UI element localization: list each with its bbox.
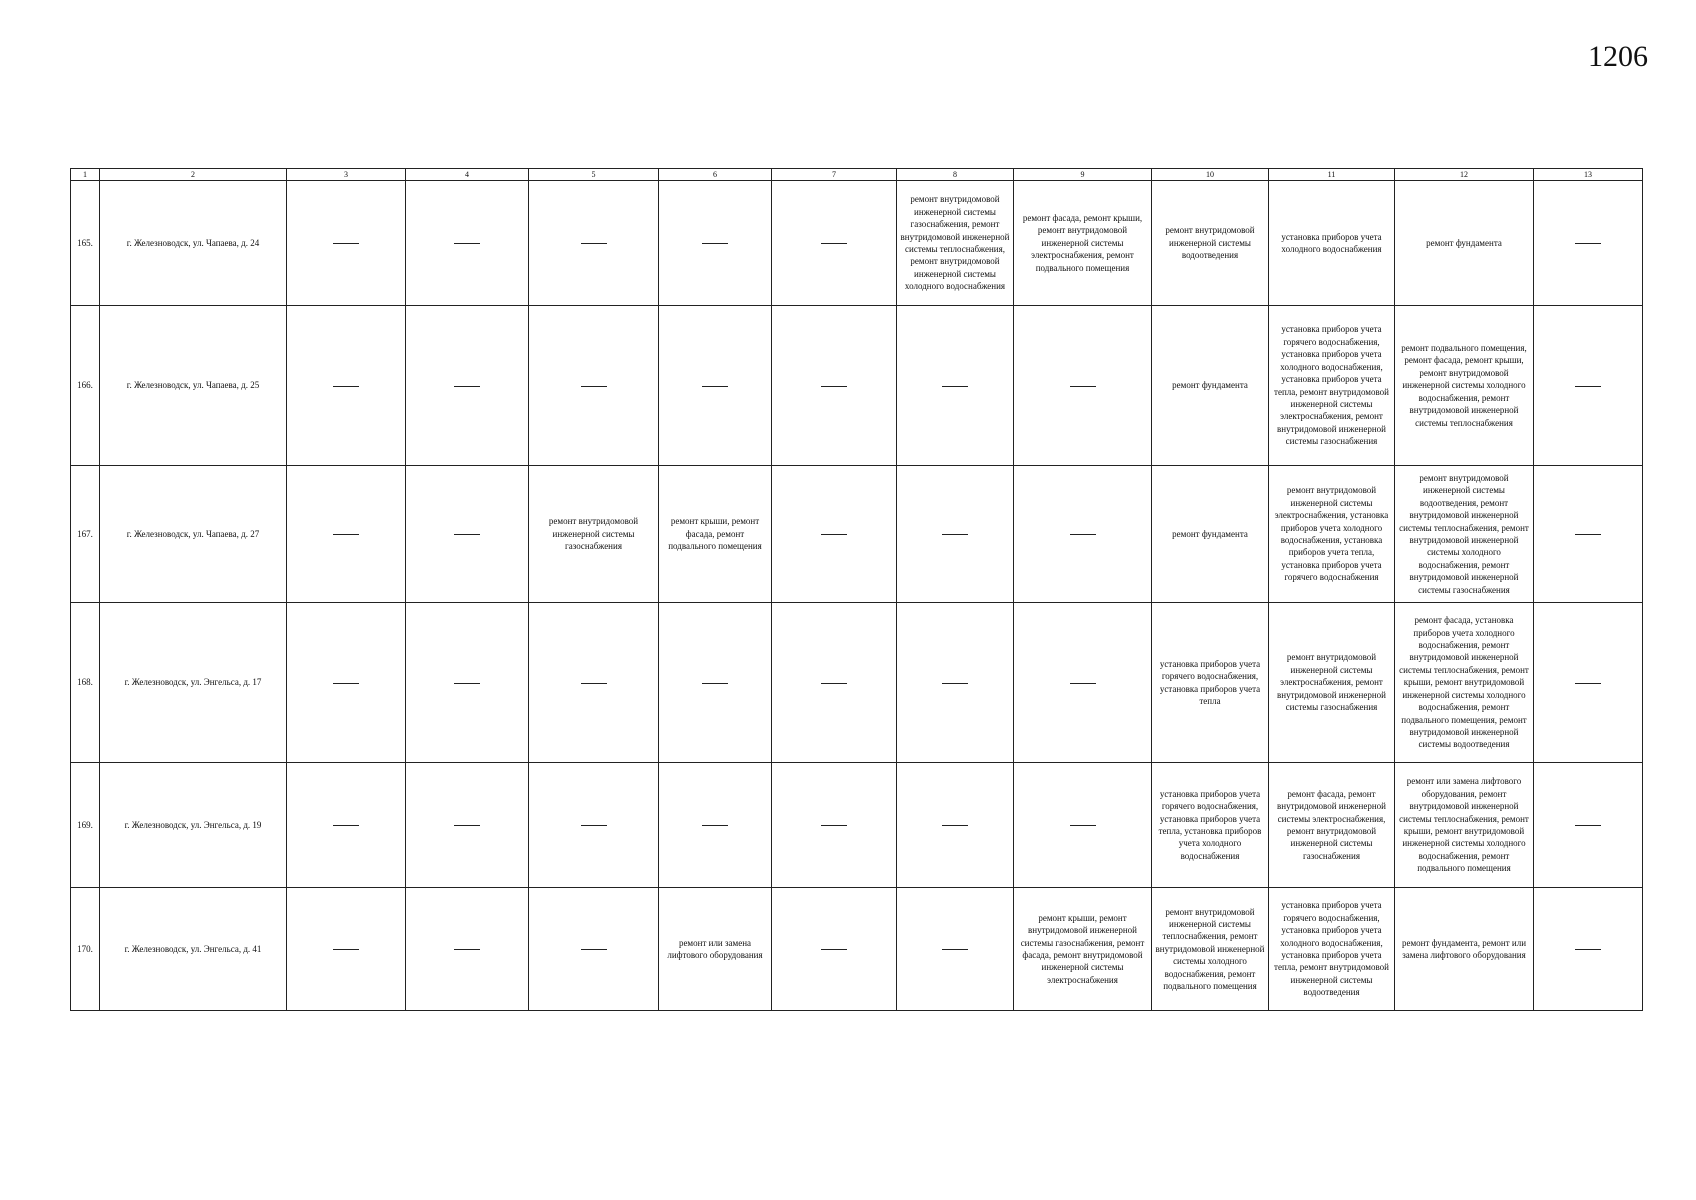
column-header: 2 (100, 169, 287, 181)
empty-cell (772, 603, 897, 763)
empty-cell (406, 306, 529, 466)
empty-cell (1014, 306, 1152, 466)
empty-cell (287, 306, 406, 466)
work-description-cell: ремонт внутридомовой инженерной системы водоотведения (1152, 181, 1269, 306)
column-header: 11 (1269, 169, 1395, 181)
empty-cell (1534, 466, 1643, 603)
work-description-cell: ремонт внутридомовой инженерной системы газоснабжения, ремонт внутридомовой инженерной системы теплоснабжения, ремонт внутридомовой инженерной системы холодного водоснабжения (897, 181, 1014, 306)
dash-mark (942, 534, 968, 535)
address-cell: г. Железноводск, ул. Энгельса, д. 41 (100, 888, 287, 1011)
dash-mark (333, 683, 359, 684)
work-description-cell: ремонт или замена лифтового оборудования, ремонт внутридомовой инженерной системы теплоснабжения, ремонт крыши, ремонт внутридомовой инженерной системы холодного водоснабжения, ремонт подвального помещения (1395, 763, 1534, 888)
work-description-cell: ремонт фундамента, ремонт или замена лифтового оборудования (1395, 888, 1534, 1011)
empty-cell (287, 466, 406, 603)
column-header: 13 (1534, 169, 1643, 181)
dash-mark (702, 243, 728, 244)
empty-cell (287, 181, 406, 306)
empty-cell (659, 603, 772, 763)
page-number: 1206 (1588, 40, 1648, 73)
column-header: 12 (1395, 169, 1534, 181)
empty-cell (1534, 306, 1643, 466)
work-description-cell: ремонт фундамента (1152, 466, 1269, 603)
dash-mark (1575, 949, 1601, 950)
empty-cell (1014, 466, 1152, 603)
empty-cell (897, 763, 1014, 888)
dash-mark (702, 386, 728, 387)
dash-mark (702, 683, 728, 684)
address-cell: г. Железноводск, ул. Энгельса, д. 19 (100, 763, 287, 888)
work-description-cell: ремонт внутридомовой инженерной системы газоснабжения (529, 466, 659, 603)
empty-cell (897, 466, 1014, 603)
empty-cell (529, 763, 659, 888)
column-header: 6 (659, 169, 772, 181)
address-cell: г. Железноводск, ул. Чапаева, д. 27 (100, 466, 287, 603)
empty-cell (1534, 181, 1643, 306)
empty-cell (659, 306, 772, 466)
empty-cell (897, 603, 1014, 763)
dash-mark (454, 534, 480, 535)
dash-mark (942, 949, 968, 950)
address-cell: г. Железноводск, ул. Чапаева, д. 25 (100, 306, 287, 466)
dash-mark (581, 949, 607, 950)
dash-mark (1070, 534, 1096, 535)
dash-mark (821, 825, 847, 826)
row-number: 169. (71, 763, 100, 888)
empty-cell (1534, 763, 1643, 888)
work-description-cell: ремонт подвального помещения, ремонт фасада, ремонт крыши, ремонт внутридомовой инженерной системы холодного водоснабжения, ремонт внутридомовой инженерной системы теплоснабжения (1395, 306, 1534, 466)
dash-mark (581, 386, 607, 387)
work-description-cell: ремонт фундамента (1395, 181, 1534, 306)
column-header: 3 (287, 169, 406, 181)
dash-mark (333, 949, 359, 950)
empty-cell (1014, 763, 1152, 888)
empty-cell (772, 888, 897, 1011)
column-header: 4 (406, 169, 529, 181)
work-description-cell: установка приборов учета холодного водоснабжения (1269, 181, 1395, 306)
dash-mark (821, 386, 847, 387)
empty-cell (529, 888, 659, 1011)
empty-cell (406, 603, 529, 763)
column-header: 9 (1014, 169, 1152, 181)
column-header: 8 (897, 169, 1014, 181)
repair-schedule-table (70, 168, 1643, 1011)
dash-mark (821, 683, 847, 684)
work-description-cell: ремонт крыши, ремонт фасада, ремонт подвального помещения (659, 466, 772, 603)
work-description-cell: ремонт или замена лифтового оборудования (659, 888, 772, 1011)
work-description-cell: установка приборов учета горячего водоснабжения, установка приборов учета холодного водоснабжения, установка приборов учета тепла, ремонт внутридомовой инженерной системы электроснабжения, ремонт внутридомовой инженерной системы газоснабжения (1269, 306, 1395, 466)
dash-mark (1070, 683, 1096, 684)
work-description-cell: ремонт внутридомовой инженерной системы электроснабжения, установка приборов учета холодного водоснабжения, установка приборов учета тепла, установка приборов учета горячего водоснабжения (1269, 466, 1395, 603)
dash-mark (333, 243, 359, 244)
empty-cell (406, 466, 529, 603)
dash-mark (942, 386, 968, 387)
dash-mark (1070, 386, 1096, 387)
empty-cell (659, 181, 772, 306)
empty-cell (1014, 603, 1152, 763)
empty-cell (287, 603, 406, 763)
row-number: 166. (71, 306, 100, 466)
table-row (71, 306, 1643, 466)
dash-mark (1575, 683, 1601, 684)
dash-mark (1575, 534, 1601, 535)
column-header: 7 (772, 169, 897, 181)
column-header: 5 (529, 169, 659, 181)
empty-cell (897, 888, 1014, 1011)
work-description-cell: установка приборов учета горячего водоснабжения, установка приборов учета тепла (1152, 603, 1269, 763)
empty-cell (287, 763, 406, 888)
row-number: 170. (71, 888, 100, 1011)
row-number: 165. (71, 181, 100, 306)
table-row (71, 181, 1643, 306)
work-description-cell: установка приборов учета горячего водоснабжения, установка приборов учета тепла, установка приборов учета холодного водоснабжения (1152, 763, 1269, 888)
work-description-cell: ремонт внутридомовой инженерной системы водоотведения, ремонт внутридомовой инженерной системы теплоснабжения, ремонт внутридомовой инженерной системы холодного водоснабжения, ремонт внутридомовой инженерной системы газоснабжения (1395, 466, 1534, 603)
column-header: 10 (1152, 169, 1269, 181)
empty-cell (772, 466, 897, 603)
column-header: 1 (71, 169, 100, 181)
dash-mark (581, 683, 607, 684)
dash-mark (1575, 243, 1601, 244)
empty-cell (529, 306, 659, 466)
dash-mark (942, 683, 968, 684)
row-number: 167. (71, 466, 100, 603)
empty-cell (772, 181, 897, 306)
empty-cell (529, 603, 659, 763)
empty-cell (659, 763, 772, 888)
dash-mark (581, 825, 607, 826)
empty-cell (1534, 888, 1643, 1011)
dash-mark (333, 534, 359, 535)
work-description-cell: ремонт фасада, ремонт крыши, ремонт внутридомовой инженерной системы электроснабжения, ремонт подвального помещения (1014, 181, 1152, 306)
address-cell: г. Железноводск, ул. Энгельса, д. 17 (100, 603, 287, 763)
table-row (71, 888, 1643, 1011)
empty-cell (406, 763, 529, 888)
dash-mark (333, 386, 359, 387)
work-description-cell: ремонт внутридомовой инженерной системы электроснабжения, ремонт внутридомовой инженерной системы газоснабжения (1269, 603, 1395, 763)
empty-cell (529, 181, 659, 306)
dash-mark (454, 243, 480, 244)
empty-cell (406, 888, 529, 1011)
work-description-cell: ремонт фасада, ремонт внутридомовой инженерной системы электроснабжения, ремонт внутридомовой инженерной системы газоснабжения (1269, 763, 1395, 888)
dash-mark (333, 825, 359, 826)
work-description-cell: установка приборов учета горячего водоснабжения, установка приборов учета холодного водоснабжения, установка приборов учета тепла, ремонт внутридомовой инженерной системы водоотведения (1269, 888, 1395, 1011)
empty-cell (406, 181, 529, 306)
work-description-cell: ремонт фасада, установка приборов учета холодного водоснабжения, ремонт внутридомовой инженерной системы теплоснабжения, ремонт крыши, ремонт внутридомовой инженерной системы холодного водоснабжения, ремонт подвального помещения, ремонт внутридомовой инженерной системы водоотведения (1395, 603, 1534, 763)
dash-mark (1575, 386, 1601, 387)
dash-mark (821, 243, 847, 244)
work-description-cell: ремонт фундамента (1152, 306, 1269, 466)
dash-mark (454, 386, 480, 387)
dash-mark (1575, 825, 1601, 826)
column-number-row (71, 169, 1643, 181)
empty-cell (897, 306, 1014, 466)
dash-mark (454, 825, 480, 826)
dash-mark (942, 825, 968, 826)
dash-mark (821, 949, 847, 950)
dash-mark (821, 534, 847, 535)
work-description-cell: ремонт крыши, ремонт внутридомовой инженерной системы газоснабжения, ремонт фасада, ремонт внутридомовой инженерной системы электроснабжения (1014, 888, 1152, 1011)
dash-mark (454, 949, 480, 950)
empty-cell (772, 306, 897, 466)
empty-cell (287, 888, 406, 1011)
dash-mark (581, 243, 607, 244)
empty-cell (1534, 603, 1643, 763)
table-row (71, 466, 1643, 603)
empty-cell (772, 763, 897, 888)
work-description-cell: ремонт внутридомовой инженерной системы теплоснабжения, ремонт внутридомовой инженерной системы холодного водоснабжения, ремонт подвального помещения (1152, 888, 1269, 1011)
address-cell: г. Железноводск, ул. Чапаева, д. 24 (100, 181, 287, 306)
dash-mark (454, 683, 480, 684)
table-row (71, 763, 1643, 888)
dash-mark (702, 825, 728, 826)
table-row (71, 603, 1643, 763)
row-number: 168. (71, 603, 100, 763)
dash-mark (1070, 825, 1096, 826)
